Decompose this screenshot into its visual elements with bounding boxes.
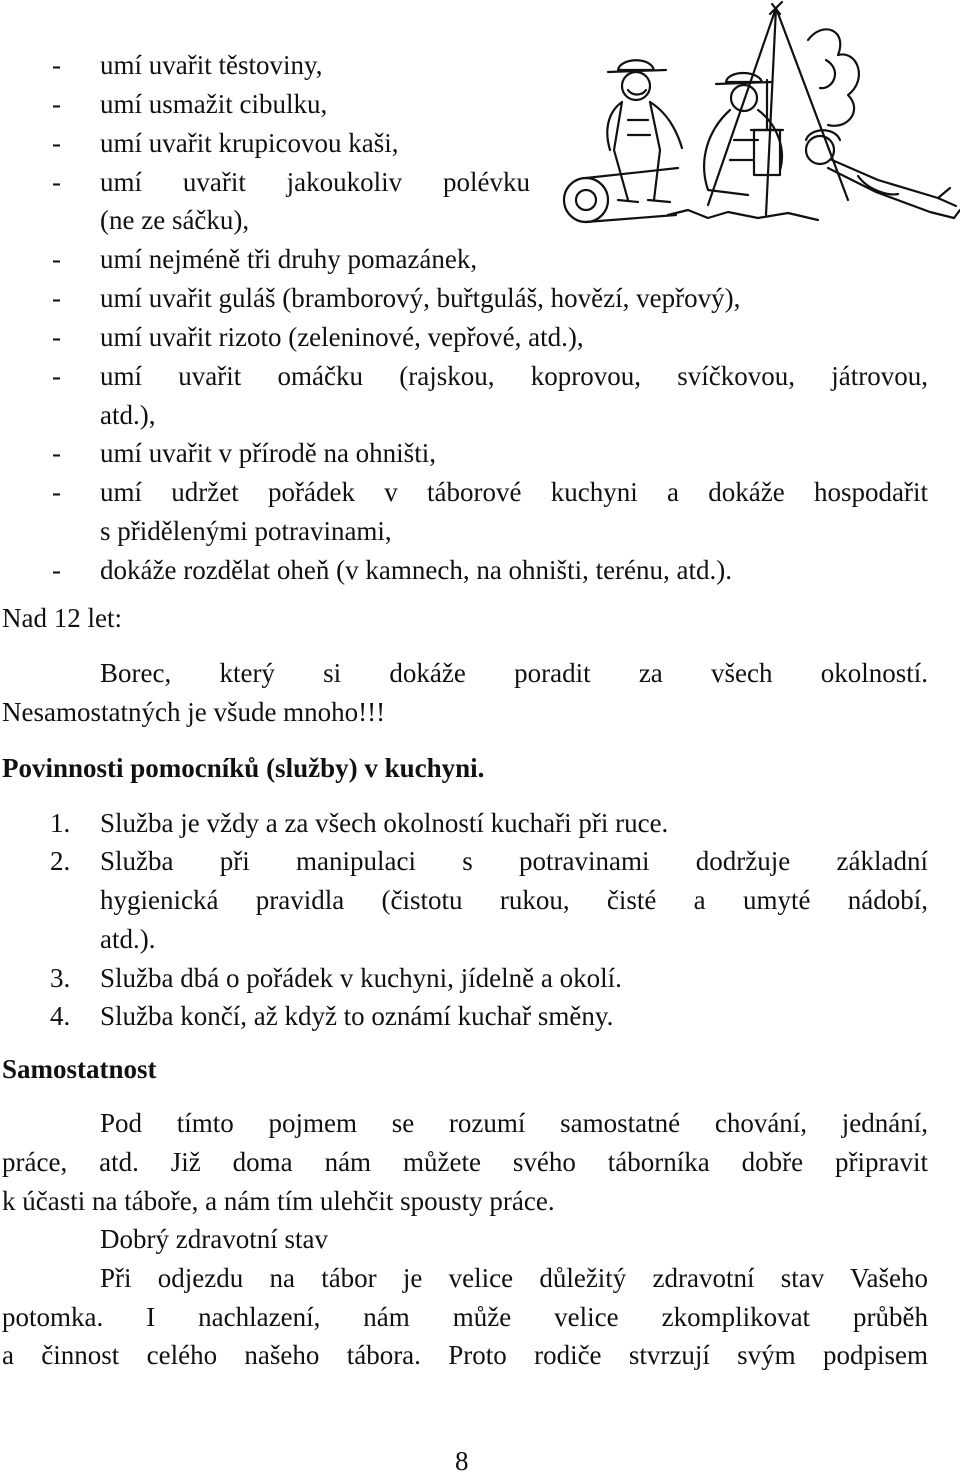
list-dash: -: [52, 167, 61, 197]
list-dash: -: [52, 555, 61, 585]
numbered-item: Služba končí, až když to oznámí kuchař směny.: [100, 1001, 614, 1031]
list-dash: -: [52, 322, 61, 352]
list-dash: -: [52, 50, 61, 80]
list-number: 1.: [50, 808, 71, 838]
list-item: umí nejméně tři druhy pomazánek,: [100, 244, 478, 274]
page-number: 8: [455, 1446, 469, 1476]
paragraph-line: práce, atd. Již doma nám můžete svého táborníka dobře připravit: [2, 1147, 928, 1177]
numbered-item: Služba dbá o pořádek v kuchyni, jídelně a okolí.: [100, 963, 622, 993]
list-dash: -: [52, 128, 61, 158]
paragraph-line: a činnost celého našeho tábora. Proto rodiče stvrzují svým podpisem: [2, 1340, 928, 1370]
list-number: 2.: [50, 846, 71, 876]
list-item: dokáže rozdělat oheň (v kamnech, na ohništi, terénu, atd.).: [100, 555, 733, 585]
paragraph-line: k účasti na táboře, a nám tím ulehčit spousty práce.: [2, 1186, 555, 1216]
list-item: umí uvařit v přírodě na ohništi,: [100, 438, 436, 468]
list-dash: -: [52, 283, 61, 313]
list-dash: -: [52, 361, 61, 391]
paragraph-line: Pod tímto pojmem se rozumí samostatné chování, jednání,: [100, 1108, 928, 1138]
list-dash: -: [52, 89, 61, 119]
section-heading-health: Dobrý zdravotní stav: [100, 1224, 328, 1254]
section-heading-duties: Povinnosti pomocníků (služby) v kuchyni.: [2, 753, 485, 783]
scouts-campfire-illustration-icon: [558, 0, 960, 230]
section-heading-independence: Samostatnost: [2, 1054, 157, 1084]
section-label-over-12: Nad 12 let:: [2, 603, 122, 633]
list-item: umí uvařit rizoto (zeleninové, vepřové, atd.),: [100, 322, 584, 352]
numbered-item: Služba je vždy a za všech okolností kuchaři při ruce.: [100, 808, 669, 838]
list-item: umí uvařit jakoukoliv polévku: [100, 167, 530, 197]
list-item: umí uvařit guláš (bramborový, buřtguláš, hovězí, vepřový),: [100, 283, 741, 313]
paragraph-line: Borec, který si dokáže poradit za všech okolností.: [100, 658, 928, 688]
list-number: 3.: [50, 963, 71, 993]
list-item: umí udržet pořádek v táborové kuchyni a dokáže hospodařit: [100, 477, 928, 507]
list-item-continuation: s přidělenými potravinami,: [100, 516, 392, 546]
numbered-item: Služba při manipulaci s potravinami dodržuje základní: [100, 846, 928, 876]
list-item-continuation: atd.),: [100, 400, 156, 430]
list-item: umí uvařit omáčku (rajskou, koprovou, svíčkovou, játrovou,: [100, 361, 928, 391]
list-number: 4.: [50, 1001, 71, 1031]
list-item: umí uvařit těstoviny,: [100, 50, 323, 80]
list-dash: -: [52, 244, 61, 274]
paragraph-line: Při odjezdu na tábor je velice důležitý zdravotní stav Vašeho: [100, 1263, 928, 1293]
list-dash: -: [52, 477, 61, 507]
numbered-item-continuation: atd.).: [100, 924, 156, 954]
paragraph-line: potomka. I nachlazení, nám může velice zkomplikovat průběh: [2, 1302, 928, 1332]
list-item: umí uvařit krupicovou kaši,: [100, 128, 399, 158]
list-dash: -: [52, 438, 61, 468]
numbered-item-continuation: hygienická pravidla (čistotu rukou, čisté a umyté nádobí,: [100, 885, 928, 915]
list-item-continuation: (ne ze sáčku),: [100, 205, 250, 235]
paragraph-line: Nesamostatných je všude mnoho!!!: [2, 697, 386, 727]
list-item: umí usmažit cibulku,: [100, 89, 328, 119]
